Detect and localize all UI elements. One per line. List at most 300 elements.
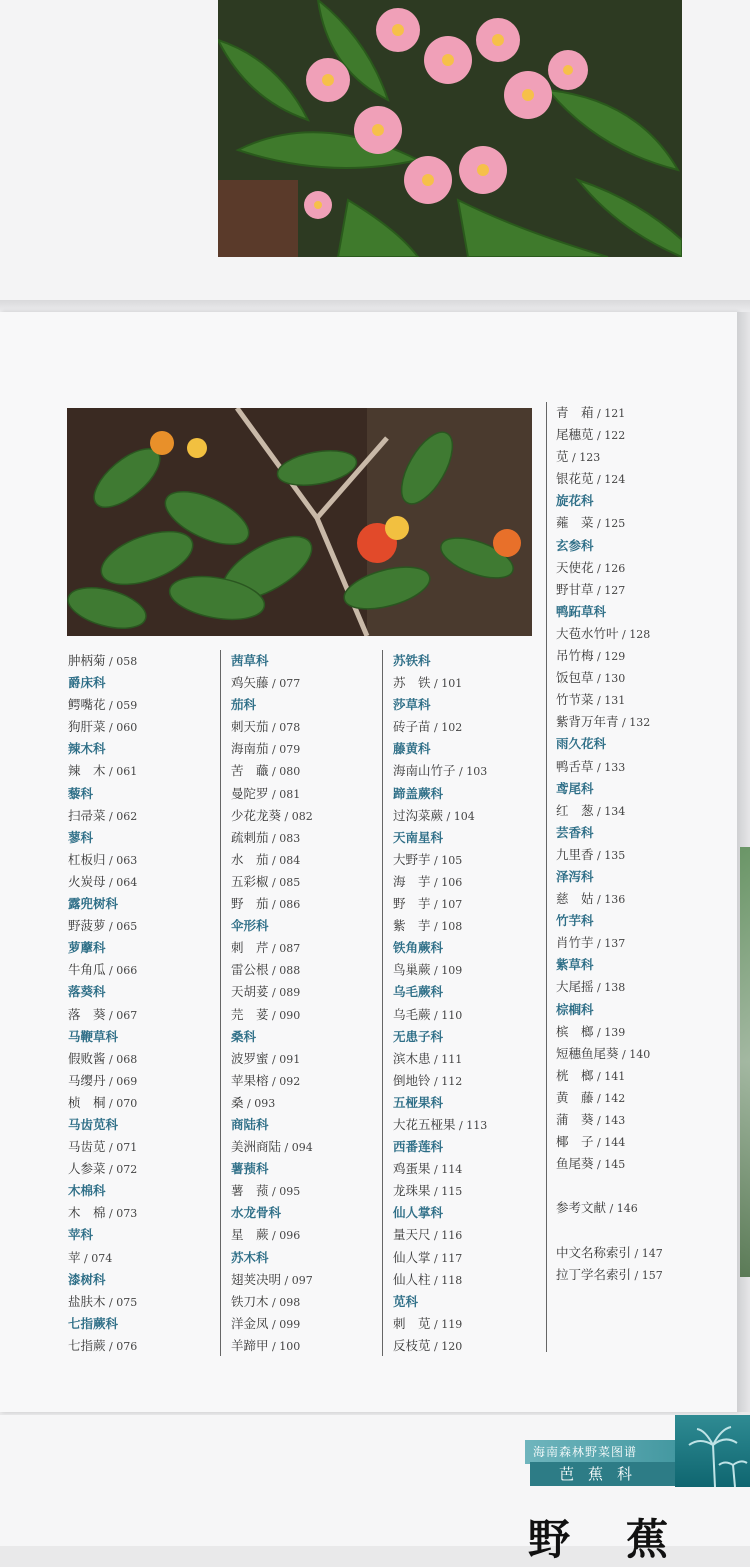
family-heading [393, 1291, 487, 1313]
family-name: 天南星科 [393, 829, 444, 845]
entry-name: 落 葵 [68, 1006, 106, 1022]
page-number: / 117 [430, 1251, 463, 1265]
page-number: / 115 [430, 1185, 463, 1199]
adjacent-page-photo-sliver [740, 847, 750, 1277]
family-name: 辣木科 [68, 741, 106, 757]
index-entry [68, 716, 137, 738]
entry-name: 龙珠果 [393, 1183, 431, 1199]
entry-name: 蒲 葵 [556, 1112, 594, 1127]
page-number: / 064 [105, 875, 138, 889]
entry-name: 鸟巢蕨 [393, 962, 431, 978]
index-entry [231, 1313, 313, 1335]
entry-name: 苏 铁 [393, 675, 431, 691]
page-number: / 147 [631, 1246, 663, 1260]
entry-name: 滨木患 [393, 1050, 431, 1066]
entry-name: 仙人掌 [393, 1249, 431, 1265]
index-entry [556, 557, 663, 579]
family-heading [393, 1136, 487, 1158]
entry-name: 参考文献 [556, 1200, 607, 1216]
index-entry [393, 849, 487, 871]
index-entry [231, 1269, 313, 1291]
page-number: / 142 [593, 1091, 626, 1105]
family-heading [68, 827, 137, 849]
page-number: / 100 [268, 1339, 301, 1353]
family-heading [231, 1026, 313, 1048]
family-heading [68, 1114, 137, 1136]
family-name: 仙人掌科 [393, 1205, 444, 1221]
family-heading [556, 490, 663, 512]
family-heading [556, 822, 663, 844]
family-heading [231, 1114, 313, 1136]
entry-name: 野 芋 [393, 896, 431, 912]
family-heading [393, 981, 487, 1003]
family-name: 伞形科 [231, 918, 269, 934]
family-heading [393, 738, 487, 760]
page-number: / 130 [593, 672, 626, 686]
page-number: / 106 [430, 875, 463, 889]
entry-name: 尾穗苋 [556, 427, 594, 443]
entry-name: 倒地铃 [393, 1072, 431, 1088]
family-name: 五桠果科 [393, 1094, 444, 1110]
entry-name: 天使花 [556, 559, 594, 575]
index-entry [556, 756, 663, 778]
index-entry [556, 689, 663, 711]
index-entry [556, 1087, 663, 1109]
page-number: / 070 [105, 1096, 138, 1110]
entry-name: 槟 榔 [556, 1023, 594, 1039]
family-label: 芭蕉科 [530, 1462, 675, 1486]
index-entry [231, 981, 313, 1003]
column-divider [220, 650, 221, 1356]
entry-name: 中文名称索引 [556, 1244, 632, 1260]
index-entry [393, 672, 487, 694]
family-name: 爵床科 [68, 675, 106, 691]
family-heading [231, 1247, 313, 1269]
page-number: / 113 [455, 1118, 488, 1132]
entry-name: 薯 蓣 [231, 1183, 269, 1199]
page-number: / 132 [618, 716, 651, 730]
entry-name: 鸡矢藤 [231, 675, 269, 691]
index-entry [556, 579, 663, 601]
index-entry [68, 915, 137, 937]
index-entry [556, 800, 663, 822]
entry-name: 反枝苋 [393, 1337, 431, 1353]
family-heading [231, 915, 313, 937]
index-entry [231, 1004, 313, 1026]
page-number: / 093 [243, 1096, 276, 1110]
page-number: / 116 [430, 1229, 463, 1243]
family-name: 藤黄科 [393, 741, 431, 757]
entry-name: 牛角瓜 [68, 962, 106, 978]
index-entry [68, 959, 137, 981]
page-number: / 065 [105, 920, 138, 934]
page-number: / 143 [593, 1114, 626, 1127]
family-name: 商陆科 [231, 1116, 269, 1132]
entry-name: 海 芋 [393, 873, 431, 889]
index-spacer [556, 1175, 663, 1197]
family-heading [231, 1158, 313, 1180]
entry-name: 红 葱 [556, 802, 594, 818]
palm-tree-icon [675, 1415, 750, 1487]
entry-name: 慈 姑 [556, 891, 594, 907]
entry-name: 翅荚决明 [231, 1271, 282, 1287]
family-heading [68, 1224, 137, 1246]
index-entry [68, 849, 137, 871]
family-heading [68, 672, 137, 694]
index-entry [393, 893, 487, 915]
page-number: / 084 [268, 853, 301, 867]
index-entry [393, 1313, 487, 1335]
entry-name: 羊蹄甲 [231, 1337, 269, 1353]
family-heading [68, 738, 137, 760]
page-number: / 102 [430, 721, 463, 735]
page-number: / 131 [593, 694, 626, 708]
entry-name: 波罗蜜 [231, 1050, 269, 1066]
entry-name: 鱼尾葵 [556, 1156, 594, 1172]
index-entry [556, 1109, 663, 1131]
family-name: 无患子科 [393, 1028, 444, 1044]
entry-name: 肿柄菊 [68, 653, 106, 668]
page-number: / 104 [443, 809, 475, 823]
page-number: / 098 [268, 1295, 301, 1309]
entry-name: 刺 芹 [231, 940, 269, 956]
family-heading [68, 1269, 137, 1291]
index-entry [556, 623, 663, 645]
page-number: / 127 [593, 583, 626, 597]
index-entry [556, 1242, 663, 1264]
index-entry [556, 1043, 663, 1065]
entry-name: 杠板归 [68, 851, 106, 867]
page-number: / 099 [268, 1317, 301, 1331]
entry-name: 九里香 [556, 846, 594, 862]
index-entry [556, 1264, 663, 1286]
index-column-1 [68, 650, 137, 1357]
family-heading [68, 1180, 137, 1202]
index-entry [556, 976, 663, 998]
page-number: / 076 [105, 1339, 138, 1353]
family-heading [68, 1026, 137, 1048]
entry-name: 砖子苗 [393, 719, 431, 735]
family-heading [68, 937, 137, 959]
page-number: / 060 [105, 721, 138, 735]
entry-name: 鸡蛋果 [393, 1161, 431, 1177]
family-name: 乌毛蕨科 [393, 984, 444, 1000]
index-entry [231, 1092, 313, 1114]
index-entry [556, 512, 663, 534]
index-entry [556, 844, 663, 866]
page-number: / 133 [593, 760, 626, 774]
index-entry [393, 1048, 487, 1070]
index-entry [556, 932, 663, 954]
family-heading [68, 893, 137, 915]
family-name: 玄参科 [556, 537, 594, 553]
index-entry [68, 1004, 137, 1026]
entry-name: 铁刀木 [231, 1293, 269, 1309]
index-entry [68, 650, 137, 672]
index-entry [556, 424, 663, 446]
page-number: / 107 [430, 898, 463, 912]
family-name: 苏铁科 [393, 653, 431, 668]
index-entry [393, 1070, 487, 1092]
entry-name: 狗肝菜 [68, 719, 106, 735]
entry-name: 苦 蘵 [231, 763, 269, 779]
entry-name: 大尾摇 [556, 979, 594, 995]
entry-name: 七指蕨 [68, 1337, 106, 1353]
entry-name: 仙人柱 [393, 1271, 431, 1287]
index-entry [556, 1153, 663, 1175]
index-entry [231, 672, 313, 694]
family-heading [231, 650, 313, 672]
family-name: 蹄盖蕨科 [393, 785, 444, 801]
index-entry [393, 716, 487, 738]
entry-name: 吊竹梅 [556, 648, 594, 664]
index-entry [68, 1092, 137, 1114]
page-number: / 063 [105, 853, 138, 867]
index-entry [231, 827, 313, 849]
entry-name: 鸭舌草 [556, 758, 594, 774]
family-heading [556, 535, 663, 557]
page-number: / 091 [268, 1052, 301, 1066]
page-number: / 146 [606, 1202, 638, 1216]
entry-name: 海南山竹子 [393, 763, 456, 779]
page-number: / 087 [268, 942, 301, 956]
page-number: / 121 [593, 407, 626, 420]
page-number: / 136 [593, 893, 626, 907]
index-entry [68, 1136, 137, 1158]
family-heading [393, 650, 487, 672]
family-heading [556, 778, 663, 800]
index-entry [68, 1291, 137, 1313]
index-entry [393, 1224, 487, 1246]
entry-name: 疏刺茄 [231, 829, 269, 845]
index-entry [231, 1224, 313, 1246]
family-name: 西番莲科 [393, 1139, 444, 1155]
family-name: 薯蓣科 [231, 1161, 269, 1177]
family-name: 茄科 [231, 697, 257, 713]
entry-name: 人参菜 [68, 1161, 106, 1177]
page-number: / 123 [568, 451, 601, 465]
entry-name: 桢 桐 [68, 1094, 106, 1110]
page-number: / 129 [593, 650, 626, 664]
family-heading [393, 694, 487, 716]
family-heading [393, 783, 487, 805]
entry-name: 短穗鱼尾葵 [556, 1045, 619, 1061]
index-entry [393, 1180, 487, 1202]
page-number: / 061 [105, 765, 138, 779]
index-entry [556, 1065, 663, 1087]
index-entry [393, 871, 487, 893]
page-number: / 103 [455, 765, 488, 779]
index-entry [393, 805, 487, 827]
index-entry [393, 1114, 487, 1136]
page-number: / 125 [593, 517, 626, 531]
family-name: 漆树科 [68, 1271, 106, 1287]
index-entry [231, 959, 313, 981]
index-entry [393, 1335, 487, 1357]
page-number: / 083 [268, 831, 301, 845]
page-number: / 120 [430, 1339, 463, 1353]
page-number: / 092 [268, 1074, 301, 1088]
entry-name: 大花五桠果 [393, 1116, 456, 1132]
book-title-header: 海南森林野菜图谱 [533, 1445, 638, 1459]
index-entry [231, 1291, 313, 1313]
family-name: 莎草科 [393, 697, 431, 713]
page-number: / 095 [268, 1185, 301, 1199]
entry-name: 大野芋 [393, 851, 431, 867]
entry-name: 马齿苋 [68, 1139, 106, 1155]
family-name: 马齿苋科 [68, 1116, 119, 1132]
entry-name: 苋 [556, 449, 569, 465]
entry-name: 桄 榔 [556, 1067, 594, 1083]
page-number: / 105 [430, 853, 463, 867]
entry-name: 美洲商陆 [231, 1139, 282, 1155]
entry-name: 芫 荽 [231, 1006, 269, 1022]
entry-name: 扫帚菜 [68, 807, 106, 823]
index-entry [231, 760, 313, 782]
page-number: / 108 [430, 920, 463, 934]
entry-name: 火炭母 [68, 873, 106, 889]
family-heading [393, 1092, 487, 1114]
index-entry [231, 1136, 313, 1158]
page-number: / 058 [105, 655, 138, 668]
index-entry [393, 1158, 487, 1180]
entry-name: 五彩椒 [231, 873, 269, 889]
page-number: / 126 [593, 561, 626, 575]
page-number: / 088 [268, 964, 301, 978]
page-number: / 085 [268, 875, 301, 889]
page-number: / 066 [105, 964, 138, 978]
index-entry [68, 871, 137, 893]
family-heading [556, 733, 663, 755]
entry-name: 辣 木 [68, 763, 106, 779]
index-entry [556, 1021, 663, 1043]
index-entry [68, 1070, 137, 1092]
family-name: 苹科 [68, 1227, 94, 1243]
index-entry [393, 915, 487, 937]
page-number: / 071 [105, 1141, 138, 1155]
page-number: / 145 [593, 1158, 626, 1172]
index-spacer [556, 1219, 663, 1241]
index-page [0, 312, 737, 1412]
family-name: 露兜树科 [68, 896, 119, 912]
page-number: / 157 [631, 1268, 663, 1282]
page-number: / 109 [430, 964, 463, 978]
family-name: 马鞭草科 [68, 1028, 119, 1044]
index-entry [68, 1335, 137, 1357]
entry-name: 拉丁学名索引 [556, 1266, 632, 1282]
entry-name: 水 茄 [231, 851, 269, 867]
family-name: 棕榈科 [556, 1001, 594, 1017]
family-name: 竹芋科 [556, 913, 594, 929]
index-entry [231, 893, 313, 915]
family-name: 紫草科 [556, 957, 594, 973]
entry-name: 大苞水竹叶 [556, 625, 619, 641]
page-number: / 139 [593, 1025, 626, 1039]
page-number: / 140 [618, 1047, 651, 1061]
family-name: 苏木科 [231, 1249, 269, 1265]
family-name: 泽泻科 [556, 868, 594, 884]
index-entry [68, 1202, 137, 1224]
page-number: / 138 [593, 981, 626, 995]
column-divider [382, 650, 383, 1356]
family-heading [393, 827, 487, 849]
index-column-2 [231, 650, 313, 1357]
top-page [0, 0, 750, 305]
index-entry [231, 716, 313, 738]
page-number: / 134 [593, 804, 626, 818]
index-entry [556, 402, 663, 424]
page-number: / 062 [105, 809, 138, 823]
page-number: / 068 [105, 1052, 138, 1066]
page-number: / 073 [105, 1207, 138, 1221]
entry-name: 肖竹芋 [556, 935, 594, 951]
index-entry [393, 1269, 487, 1291]
entry-name: 马缨丹 [68, 1072, 106, 1088]
page-number: / 114 [430, 1163, 463, 1177]
index-entry [68, 1158, 137, 1180]
index-entry [556, 468, 663, 490]
family-name: 铁角蕨科 [393, 940, 444, 956]
page-number: / 110 [430, 1008, 463, 1022]
page-number: / 081 [268, 787, 301, 801]
lantana-flowers-photo [67, 408, 532, 636]
adjacent-page-edge [737, 312, 750, 1412]
family-name: 鸢尾科 [556, 780, 594, 796]
page-number: / 111 [430, 1052, 463, 1066]
page-number: / 072 [105, 1163, 138, 1177]
page-number: / 097 [281, 1273, 313, 1287]
entry-name: 雷公根 [231, 962, 269, 978]
page-number: / 112 [430, 1074, 463, 1088]
index-entry [68, 760, 137, 782]
family-name: 藜科 [68, 785, 94, 801]
entry-name: 刺天茄 [231, 719, 269, 735]
page-number: / 096 [268, 1229, 301, 1243]
entry-name: 鳄嘴花 [68, 697, 106, 713]
entry-name: 少花龙葵 [231, 807, 282, 823]
family-name: 茜草科 [231, 653, 269, 668]
family-heading [231, 1202, 313, 1224]
index-entry [556, 888, 663, 910]
entry-name: 黄 藤 [556, 1089, 594, 1105]
page-number: / 141 [593, 1069, 626, 1083]
entry-name: 苹果榕 [231, 1072, 269, 1088]
index-entry [556, 1131, 663, 1153]
entry-name: 紫背万年青 [556, 714, 619, 730]
family-heading [556, 601, 663, 623]
page-number: / 079 [268, 743, 301, 757]
entry-name: 假败酱 [68, 1050, 106, 1066]
family-name: 落葵科 [68, 984, 106, 1000]
entry-name: 刺 苋 [393, 1315, 431, 1331]
next-page [0, 1415, 750, 1564]
index-entry [231, 937, 313, 959]
entry-name: 海南茄 [231, 741, 269, 757]
family-heading [556, 866, 663, 888]
index-entry [556, 1197, 663, 1219]
page-number: / 128 [618, 627, 651, 641]
index-entry [231, 738, 313, 760]
family-name: 萝藦科 [68, 940, 106, 956]
index-entry [68, 805, 137, 827]
entry-name: 蕹 菜 [556, 515, 594, 531]
family-heading [68, 783, 137, 805]
page-number: / 089 [268, 986, 301, 1000]
index-entry [556, 645, 663, 667]
index-entry [231, 1048, 313, 1070]
entry-name: 椰 子 [556, 1134, 594, 1150]
family-heading [231, 694, 313, 716]
